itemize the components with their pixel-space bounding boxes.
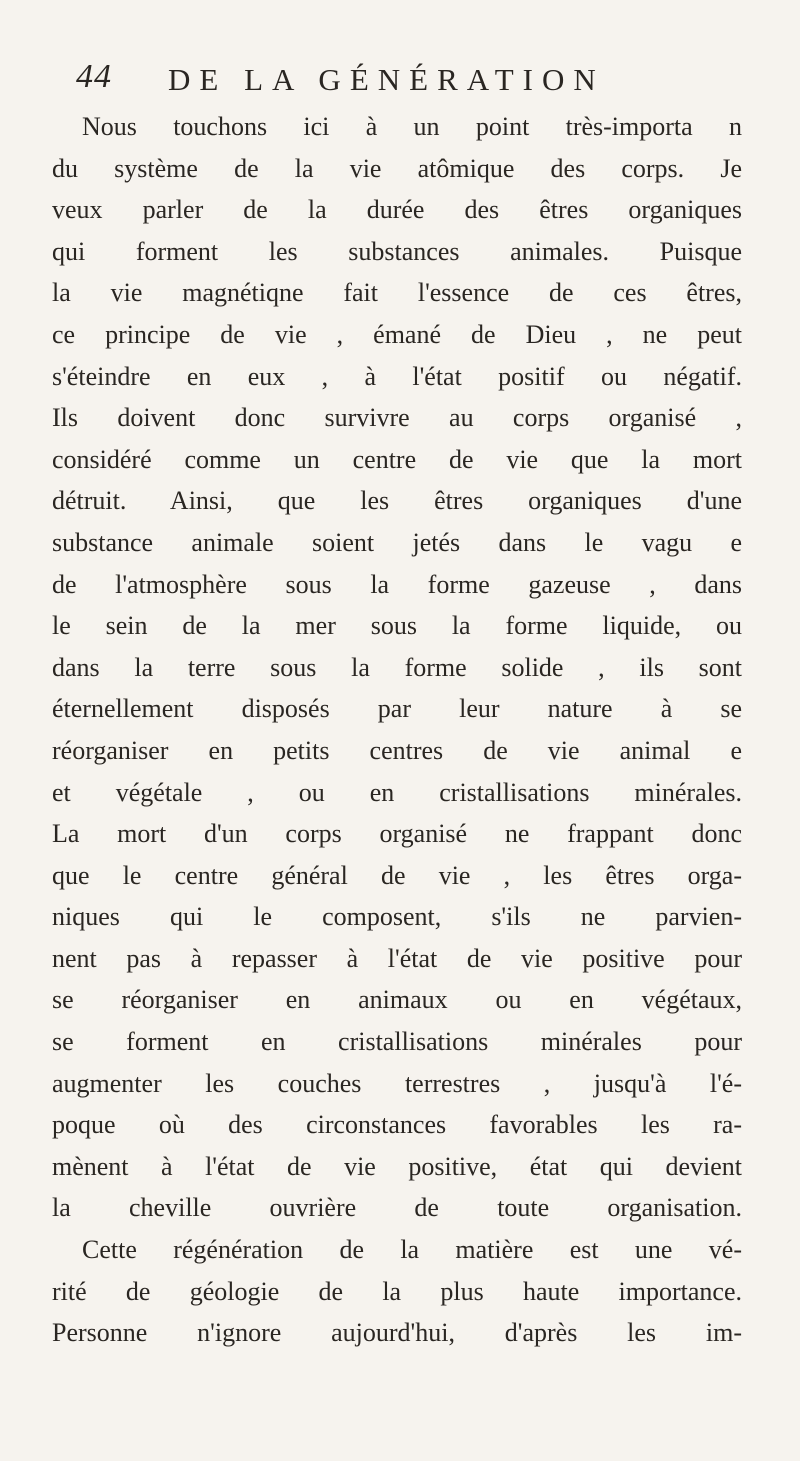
text-line: nent pas à repasser à l'état de vie positive pour bbox=[52, 943, 742, 973]
text-line: considéré comme un centre de vie que la mort bbox=[52, 444, 742, 474]
text-line: La mort d'un corps organisé ne frappant donc bbox=[52, 819, 742, 849]
page-number: 44 bbox=[76, 58, 112, 95]
text-line: Nous touchons ici à un point très-importa n bbox=[82, 112, 742, 141]
text-line: se réorganiser en animaux ou en végétaux, bbox=[52, 985, 742, 1015]
text-line: augmenter les couches terrestres , jusqu'à l'é- bbox=[52, 1068, 742, 1098]
text-line: détruit. Ainsi, que les êtres organiques d'une bbox=[52, 486, 742, 516]
text-line: réorganiser en petits centres de vie animal e bbox=[52, 735, 742, 765]
text-line: dans la terre sous la forme solide , ils sont bbox=[52, 652, 742, 682]
running-title: DE LA GÉNÉRATION bbox=[168, 62, 605, 97]
text-line: de l'atmosphère sous la forme gazeuse , dans bbox=[52, 569, 742, 599]
text-line: que le centre général de vie , les êtres orga- bbox=[52, 860, 742, 890]
text-line: qui forment les substances animales. Puisque bbox=[52, 236, 742, 266]
text-line: et végétale , ou en cristallisations minérales. bbox=[52, 777, 742, 807]
text-line: veux parler de la durée des êtres organiques bbox=[52, 195, 742, 225]
text-line: poque où des circonstances favorables les ra- bbox=[52, 1110, 742, 1140]
text-line: éternellement disposés par leur nature à se bbox=[52, 694, 742, 724]
text-line: mènent à l'état de vie positive, état qui devient bbox=[52, 1151, 742, 1181]
text-line: le sein de la mer sous la forme liquide, ou bbox=[52, 611, 742, 641]
text-line: la vie magnétiqne fait l'essence de ces êtres, bbox=[52, 278, 742, 308]
text-line: niques qui le composent, s'ils ne parvien- bbox=[52, 902, 742, 932]
text-line: ce principe de vie , émané de Dieu , ne peut bbox=[52, 319, 742, 349]
text-line: s'éteindre en eux , à l'état positif ou négatif. bbox=[52, 361, 742, 391]
text-line: se forment en cristallisations minérales pour bbox=[52, 1027, 742, 1057]
text-line: Ils doivent donc survivre au corps organisé , bbox=[52, 403, 742, 433]
text-line: du système de la vie atômique des corps. Je bbox=[52, 153, 742, 183]
text-line: Cette régénération de la matière est une vé- bbox=[82, 1235, 742, 1265]
text-line: Personne n'ignore aujourd'hui, d'après les im- bbox=[52, 1318, 742, 1348]
text-line: substance animale soient jetés dans le vagu e bbox=[52, 527, 742, 557]
page-header bbox=[76, 58, 716, 108]
text-line: la cheville ouvrière de toute organisation. bbox=[52, 1193, 742, 1223]
body-text bbox=[52, 106, 742, 1354]
text-line: rité de géologie de la plus haute importance. bbox=[52, 1276, 742, 1306]
